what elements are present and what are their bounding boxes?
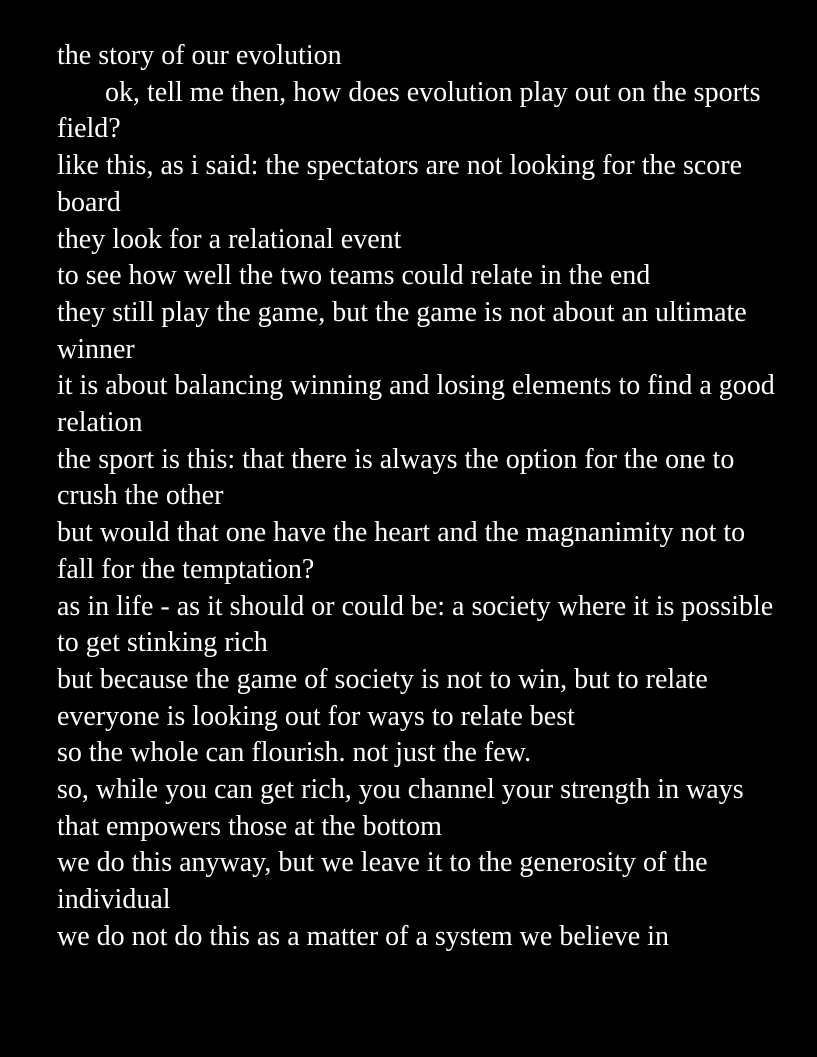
- text-line: but because the game of society is not to win, but to relate: [57, 663, 708, 695]
- document-body: [57, 38, 787, 956]
- text-line: as in life - as it should or could be: a society where it is possible to get stinking rich: [57, 590, 774, 659]
- text-line: ok, tell me then, how does evolution play out on the sports field?: [57, 76, 761, 145]
- text-line: the sport is this: that there is always the option for the one to crush the other: [57, 443, 735, 512]
- text-line: they look for a relational event: [57, 223, 402, 255]
- text-line: we do this anyway, but we leave it to the generosity of the individual: [57, 847, 708, 916]
- text-line: everyone is looking out for ways to relate best: [57, 700, 575, 732]
- document-title: the story of our evolution: [57, 40, 342, 71]
- text-line: so, while you can get rich, you channel your strength in ways that empowers those at the bottom: [57, 774, 744, 842]
- text-line: to see how well the two teams could relate in the end: [57, 260, 651, 292]
- text-line: but would that one have the heart and the magnanimity not to fall for the temptation?: [57, 517, 746, 585]
- text-line: so the whole can flourish. not just the few.: [57, 737, 532, 769]
- text-line: it is about balancing winning and losing elements to find a good relation: [57, 370, 775, 439]
- text-line: they still play the game, but the game is not about an ultimate winner: [57, 296, 747, 365]
- text-line: we do not do this as a matter of a system we believe in: [57, 920, 669, 952]
- text-line: like this, as i said: the spectators are not looking for the score board: [57, 150, 743, 218]
